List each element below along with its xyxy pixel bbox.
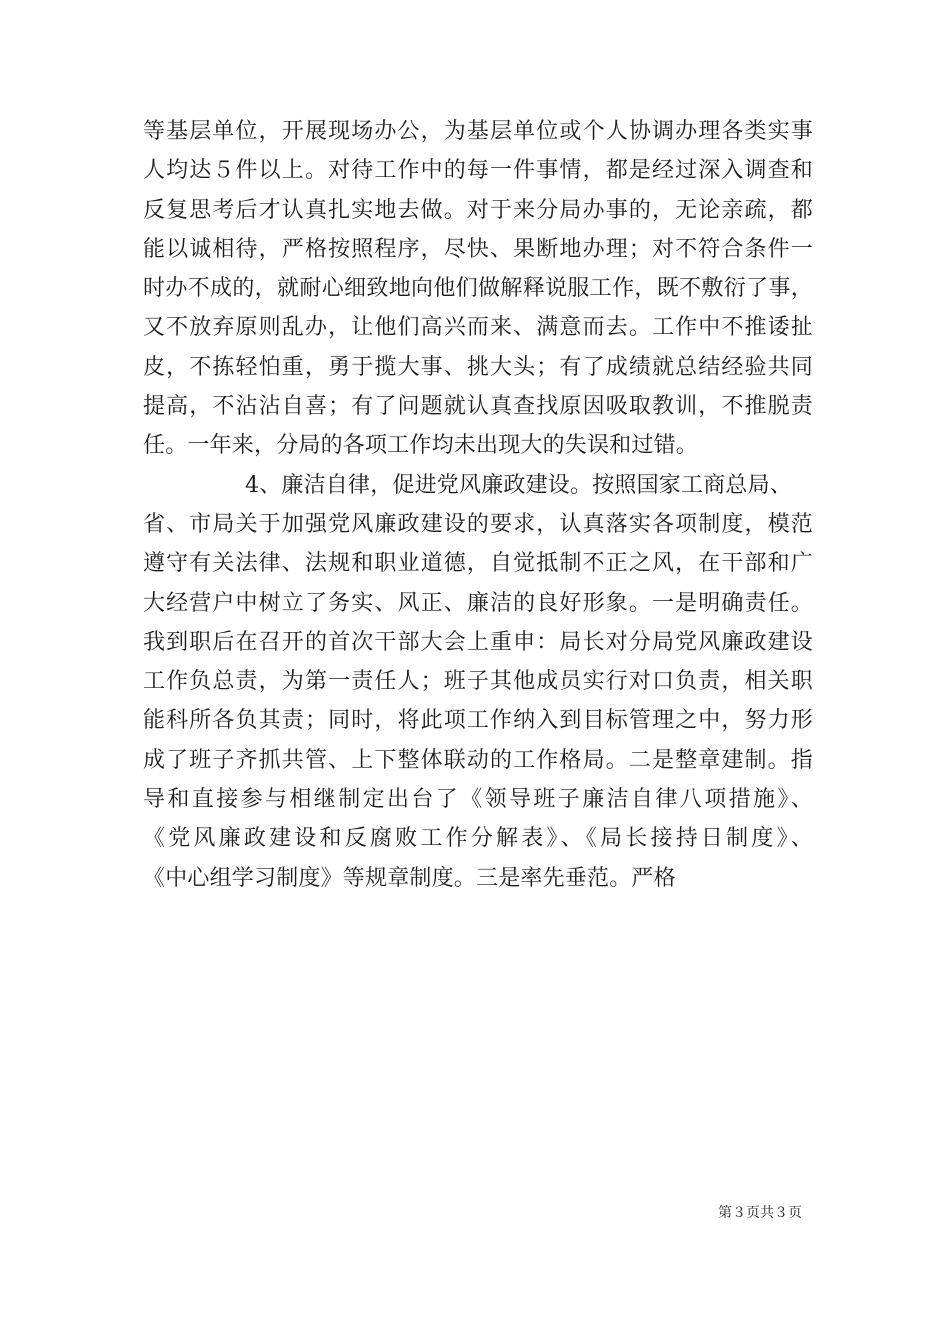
text-line: 等基层单位，开展现场办公，为基层单位或个人协调办理各类实事 xyxy=(143,119,813,144)
text-line: 任。一年来，分局的各项工作均未出现大的失误和过错。 xyxy=(143,433,699,459)
text-line: 大经营户中树立了务实、风正、廉洁的良好形象。一是明确责任。 xyxy=(143,590,813,616)
text-line: 遵守有关法律、法规和职业道德，自觉抵制不正之风，在干部和广 xyxy=(143,551,813,577)
paragraph-2 xyxy=(143,466,813,898)
page-number: 第３页共３页 xyxy=(718,1205,802,1221)
text-line: 工作负总责，为第一责任人；班子其他成员实行对口负责，相关职 xyxy=(143,669,813,695)
text-line: 又不放弃原则乱办，让他们高兴而来、满意而去。工作中不推诿扯 xyxy=(143,315,813,341)
text-line: 《中心组学习制度》等规章制度。三是率先垂范。严格 xyxy=(143,865,676,891)
text-line: 《党风廉政建设和反腐败工作分解表》、《局长接持日制度》、 xyxy=(143,826,813,852)
text-line: 皮，不拣轻怕重，勇于揽大事、挑大头；有了成绩就总结经验共同 xyxy=(143,354,813,380)
document-body xyxy=(143,112,813,898)
text-line: 省、市局关于加强党风廉政建设的要求，认真落实各项制度，模范 xyxy=(143,511,813,537)
text-line: 提高，不沾沾自喜；有了问题就认真查找原因吸取教训，不推脱责 xyxy=(143,394,813,420)
text-line: 人均达５件以上。对待工作中的每一件事情，都是经过深入调查和 xyxy=(143,158,813,184)
text-line: 导和直接参与相继制定出台了《领导班子廉洁自律八项措施》、 xyxy=(143,787,813,813)
text-line: 成了班子齐抓共管、上下整体联动的工作格局。二是整章建制。指 xyxy=(143,747,813,773)
text-line: 反复思考后才认真扎实地去做。对于来分局办事的，无论亲疏，都 xyxy=(143,197,813,223)
text-line: 我到职后在召开的首次干部大会上重申：局长对分局党风廉政建设 xyxy=(143,629,813,655)
text-line: 能科所各负其责；同时，将此项工作纳入到目标管理之中，努力形 xyxy=(143,708,813,734)
text-line: 时办不成的，就耐心细致地向他们做解释说服工作，既不敷衍了事， xyxy=(143,276,813,302)
text-line: 4、廉洁自律，促进党风廉政建设。按照国家工商总局、 xyxy=(245,472,792,498)
paragraph-1 xyxy=(143,112,813,466)
text-line: 能以诚相待，严格按照程序，尽快、果断地办理；对不符合条件一 xyxy=(143,236,813,262)
